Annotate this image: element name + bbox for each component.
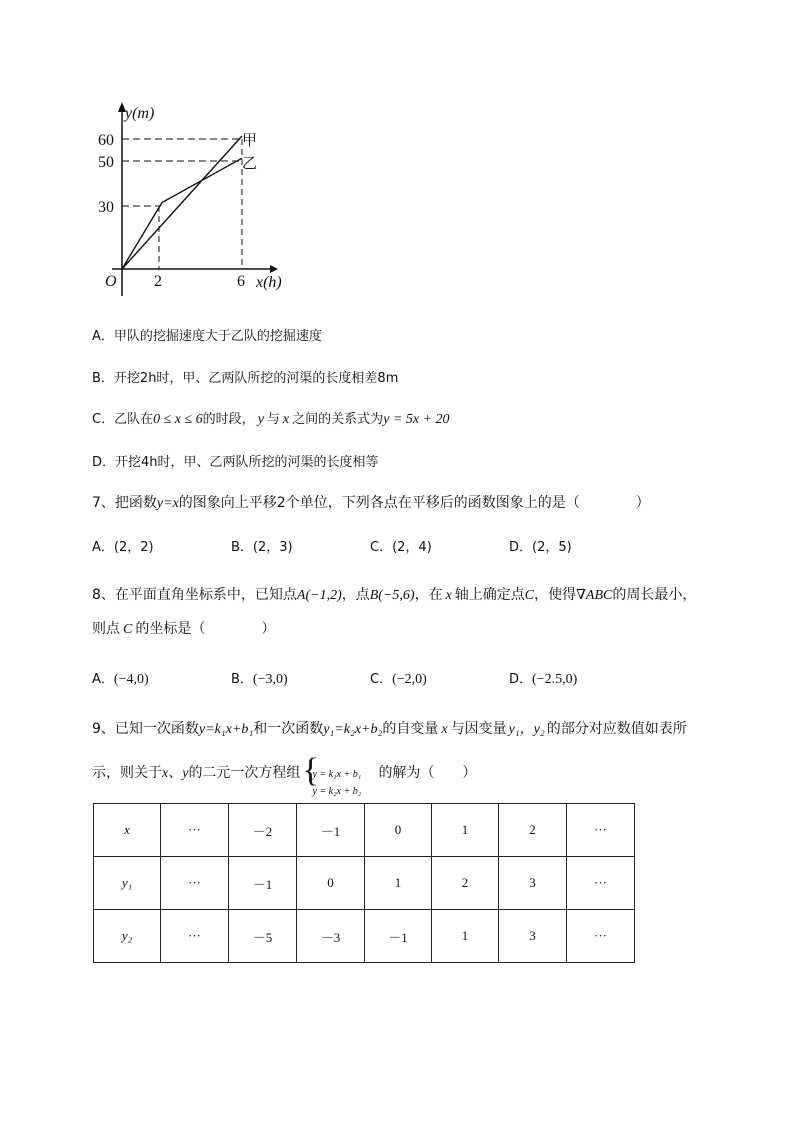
q9-text-e: 的部分对应数值如表所 xyxy=(546,721,687,737)
x-axis-arrow xyxy=(270,265,278,273)
table-cell: －1 xyxy=(297,804,365,857)
q7-function: y=x xyxy=(156,496,179,511)
y-tick-60: 60 xyxy=(98,132,114,149)
table-row-header: y₁ xyxy=(94,857,161,910)
table-cell: －3 xyxy=(297,910,365,963)
q8-option-d-label: D． xyxy=(509,672,533,687)
x-axis-label: x(h) xyxy=(256,274,282,291)
q8-option-b-value: (−3,0) xyxy=(252,672,288,687)
q8-option-d-value: (−2.5,0) xyxy=(532,672,578,687)
x-tick-2: 2 xyxy=(154,273,162,290)
q9-vars: x、y xyxy=(162,766,189,781)
table-cell: －1 xyxy=(365,910,432,963)
q9-stem-line1 xyxy=(92,718,687,738)
q9-var-y: y₁，y₂ xyxy=(508,722,545,737)
table-cell: ··· xyxy=(567,857,635,910)
table-cell: 3 xyxy=(499,910,567,963)
q6-c-rel: 之间的关系式为 xyxy=(292,412,384,427)
q9-text-d: 与因变量 xyxy=(450,721,507,737)
q9-value-table xyxy=(93,803,635,963)
table-cell: ··· xyxy=(161,804,229,857)
q9-text-b: 和一次函数 xyxy=(253,721,324,737)
q8-point-a: A(−1,2) xyxy=(296,588,342,603)
q7-option-d: D．(2，5) xyxy=(509,540,572,555)
q6-option-d: D．开挖4h时，甲、乙两队所挖的河渠的长度相等 xyxy=(92,455,379,470)
q8-text-g: 则点 xyxy=(92,621,120,637)
q9-text-c: 的自变量 xyxy=(382,721,439,737)
table-cell: 1 xyxy=(432,804,499,857)
table-cell: －2 xyxy=(229,804,297,857)
series-label-jia: 甲 xyxy=(242,133,258,149)
table-cell: －5 xyxy=(229,910,297,963)
q8-point-b: B(−5,6) xyxy=(369,588,415,603)
q9-equation-1: y = k₁x + b₁ xyxy=(312,769,362,780)
table-cell: ··· xyxy=(567,804,635,857)
q8-text-a: 8、在平面直角坐标系中，已知点 xyxy=(92,587,297,603)
q9-text-f: 示，则关于 xyxy=(92,765,162,781)
q9-equation-2: y = k₂x + b₂ xyxy=(312,786,362,797)
q8-option-c-value: (−2,0) xyxy=(392,672,427,687)
q8-axis-x: x xyxy=(445,588,452,603)
q6-option-c xyxy=(92,408,449,428)
q9-equation-system xyxy=(302,752,376,797)
series-label-yi: 乙 xyxy=(242,156,258,172)
q6-c-and: 与 xyxy=(266,412,280,427)
origin-label: O xyxy=(105,273,117,290)
q8-text-h: 的坐标是（ ） xyxy=(135,621,276,637)
q8-stem-line2 xyxy=(92,618,275,638)
q6-option-c-label: C．乙队在 xyxy=(92,412,154,427)
q8-text-c: ，在 xyxy=(414,587,443,603)
x-tick-6: 6 xyxy=(237,273,245,290)
table-cell: －1 xyxy=(229,857,297,910)
table-cell: 3 xyxy=(499,857,567,910)
q6-c-range: 0 ≤ x ≤ 6 xyxy=(153,412,203,427)
table-row xyxy=(94,910,635,963)
table-cell: 2 xyxy=(432,857,499,910)
q6-option-b: B．开挖2h时，甲、乙两队所挖的河渠的长度相差8m xyxy=(92,371,399,386)
q9-stem-line2 xyxy=(92,752,477,797)
q6-option-a: A．甲队的挖掘速度大于乙队的挖掘速度 xyxy=(92,329,322,344)
table-cell: 0 xyxy=(365,804,432,857)
q9-function-2: y₁=k₂x+b₂ xyxy=(323,722,383,737)
table-row-header: x xyxy=(94,804,161,857)
q8-text-f: 的周长最小， xyxy=(612,587,697,603)
line-graph xyxy=(92,96,302,296)
q8-stem-line1 xyxy=(92,584,696,604)
q6-c-y: y xyxy=(257,412,264,427)
table-cell: ··· xyxy=(161,910,229,963)
table-row xyxy=(94,804,635,857)
q6-c-x: x xyxy=(282,412,290,427)
q8-option-a xyxy=(92,668,149,688)
q6-c-mid: 的时段， xyxy=(202,412,255,427)
q9-text-h: 的解为（ ） xyxy=(378,765,477,781)
q6-c-formula: y = 5x + 20 xyxy=(383,412,450,427)
table-cell: 1 xyxy=(432,910,499,963)
table-cell: 1 xyxy=(365,857,432,910)
table-cell: ··· xyxy=(567,910,635,963)
table-cell: ··· xyxy=(161,857,229,910)
q8-option-a-value: (−4,0) xyxy=(113,672,149,687)
q7-option-b: B．(2，3) xyxy=(231,540,293,555)
table-row-header: y₂ xyxy=(94,910,161,963)
series-line-jia xyxy=(122,136,242,269)
q7-option-c: C．(2，4) xyxy=(370,540,432,555)
q8-point-c: C xyxy=(524,588,535,603)
q7-stem xyxy=(92,492,650,512)
y-tick-30: 30 xyxy=(98,199,114,216)
q8-text-d: 轴上确定点 xyxy=(454,587,525,603)
q8-option-b xyxy=(231,668,288,688)
q9-text-a: 9、已知一次函数 xyxy=(92,721,199,737)
q7-option-a: A．(2，2) xyxy=(92,540,154,555)
q9-function-1: y=k₁x+b₁ xyxy=(198,722,254,737)
table-cell: 0 xyxy=(297,857,365,910)
q9-var-x: x xyxy=(441,722,448,737)
y-axis-label: y(m) xyxy=(125,105,155,122)
q9-text-g: 的二元一次方程组 xyxy=(188,765,301,781)
table-cell: 2 xyxy=(499,804,567,857)
y-tick-50: 50 xyxy=(98,154,114,171)
q8-triangle: ∇ABC xyxy=(576,588,613,603)
q8-option-d xyxy=(509,668,577,688)
left-brace-icon: { xyxy=(302,752,319,789)
q8-option-c-label: C． xyxy=(370,672,393,687)
q8-option-b-label: B． xyxy=(231,672,253,687)
q8-text-e: ，使得 xyxy=(534,587,577,603)
q8-option-c xyxy=(370,668,427,688)
q8-text-b: ，点 xyxy=(341,587,370,603)
q7-stem-post: 的图象向上平移2个单位，下列各点在平移后的函数图象上的是（ ） xyxy=(178,495,650,511)
table-row xyxy=(94,857,635,910)
q7-stem-pre: 7、把函数 xyxy=(92,495,157,511)
q8-option-a-label: A． xyxy=(92,672,114,687)
q8-point-c-2: C xyxy=(123,622,133,637)
series-line-yi xyxy=(122,158,242,269)
